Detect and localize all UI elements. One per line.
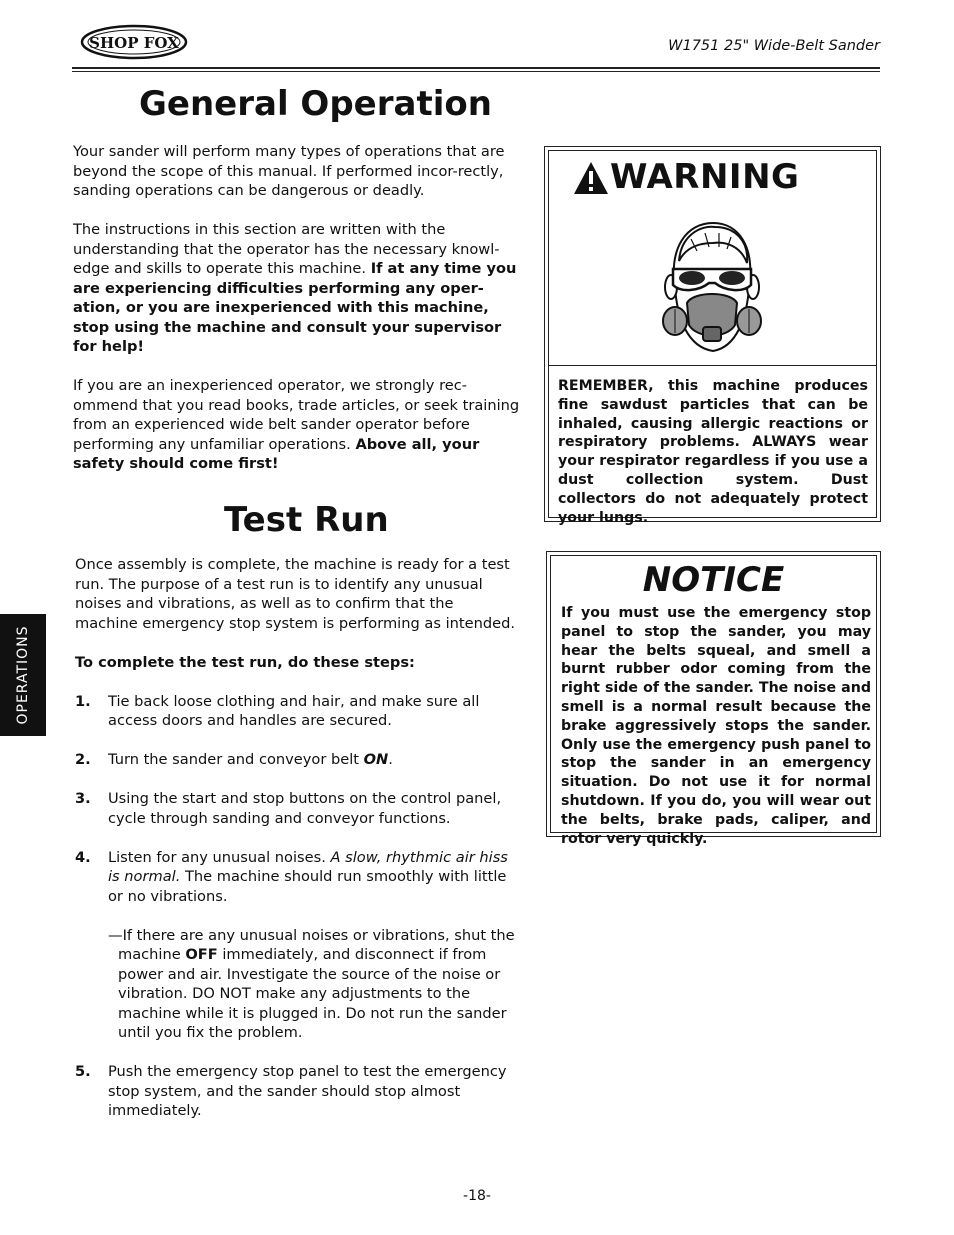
side-tab-operations [0, 614, 46, 736]
notice-text: If you must use the emergency stop panel to stop the sander, you may hear the belts squeal, and smell a burnt rubber odor coming from the right side of the sander. The noise and smell is a normal result because the brake aggressively stops the sander. Only use the emergency push panel to stop the sander in an emergency situation. Do not use it for normal shutdown. If you do, you will wear out the belts, brake pads, caliper, and rotor very quickly. [561, 605, 871, 847]
warning-text: REMEMBER, this machine produces fine sawdust particles that can be inhaled, causing allergic reactions or respiratory problems. ALWAYS wear your respirator regardless if you use a dust collection system. Dust collectors do not adequately protect your lungs. [558, 378, 868, 526]
substep-text-end: immediately, and disconnect if from power and air. Investigate the source of the noise or vibration. DO NOT make any adjustments to the machine while it is plugged in. Do not run the sander until you fix the problem. [118, 946, 507, 1041]
warning-box [544, 146, 881, 526]
step-emphasis: A slow, rhythmic air hiss is normal. [108, 848, 508, 885]
warning-header [549, 151, 876, 366]
step-text: Push the emergency stop panel to test the emergency stop system, and the sander should stop almost immediately. [108, 1063, 507, 1119]
steps-heading: To complete the test run, do these steps: [75, 653, 415, 671]
step-number: 3. [75, 790, 91, 807]
header-title: W1751 25" Wide-Belt Sander [668, 38, 880, 54]
step-text-end: . [388, 751, 393, 768]
step-2 [75, 750, 517, 770]
step-4-substep [75, 926, 517, 1043]
general-operation-paragraph-3 [73, 376, 525, 474]
section-title-test-run: Test Run [224, 500, 389, 540]
step-number: 1. [75, 692, 91, 710]
paragraph-3-text: If you are an inexperienced operator, we strongly rec-ommend that you read books, trade articles, or seek training from an experienced wide belt sander operator before performing any unfamiliar operations. [73, 377, 520, 453]
notice-box [546, 551, 881, 847]
respirator-face-icon [657, 217, 767, 357]
page-number: -18- [463, 1188, 491, 1204]
warning-box-inner [548, 150, 877, 526]
step-number: 5. [75, 1063, 91, 1080]
shop-fox-logo [80, 24, 188, 60]
step-text: Listen for any unusual noises. [108, 848, 331, 866]
step-text: Turn the sander and conveyor belt [108, 751, 364, 768]
step-text-end: The machine should run smoothly with little or no vibrations. [108, 868, 507, 905]
substep-text: —If there are any unusual noises or vibrations, shut the machine [108, 926, 515, 963]
general-operation-body [73, 142, 525, 493]
notice-title: NOTICE [642, 560, 785, 600]
step-text: Tie back loose clothing and hair, and make sure all access doors and handles are secured. [108, 692, 480, 729]
logo-text: SHOP FOX [89, 34, 179, 52]
test-run-body [75, 555, 517, 1140]
step-1 [75, 692, 517, 731]
step-5 [75, 1062, 517, 1121]
step-emphasis: ON [363, 751, 389, 768]
header-rule-top [72, 67, 880, 69]
general-operation-paragraph-2 [73, 220, 525, 357]
section-title-general-operation: General Operation [139, 84, 492, 124]
substep-bold: OFF [185, 946, 218, 963]
header-rule-bottom [72, 71, 880, 72]
step-number: 2. [75, 751, 91, 768]
step-text: Using the start and stop buttons on the control panel, cycle through sanding and conveyor functions. [108, 790, 502, 827]
side-tab-label: OPERATIONS [15, 625, 31, 725]
step-number: 4. [75, 848, 91, 866]
notice-box-inner [550, 555, 877, 847]
step-3 [75, 789, 517, 828]
warning-triangle-icon [573, 161, 609, 195]
step-4 [75, 848, 517, 907]
warning-title: WARNING [610, 157, 800, 197]
paragraph-3-bold-text: Above all, your safety should come first! [73, 435, 480, 472]
general-operation-paragraph-1: Your sander will perform many types of operations that are beyond the scope of this manual. If performed incor-rectly, sanding operations can be dangerous or deadly. [73, 143, 505, 199]
test-run-intro: Once assembly is complete, the machine is ready for a test run. The purpose of a test run is to identify any unusual noises and vibrations, as well as to confirm that the machine emergency stop system is performing as intended. [75, 556, 515, 632]
paragraph-2-text: The instructions in this section are written with the understanding that the operator has the necessary knowl-edge and skills to operate this machine. [73, 221, 500, 277]
paragraph-2-bold-text: If at any time you are experiencing difficulties performing any oper-ation, or you are inexperienced with this machine, stop using the machine and consult your supervisor for help! [73, 260, 517, 355]
